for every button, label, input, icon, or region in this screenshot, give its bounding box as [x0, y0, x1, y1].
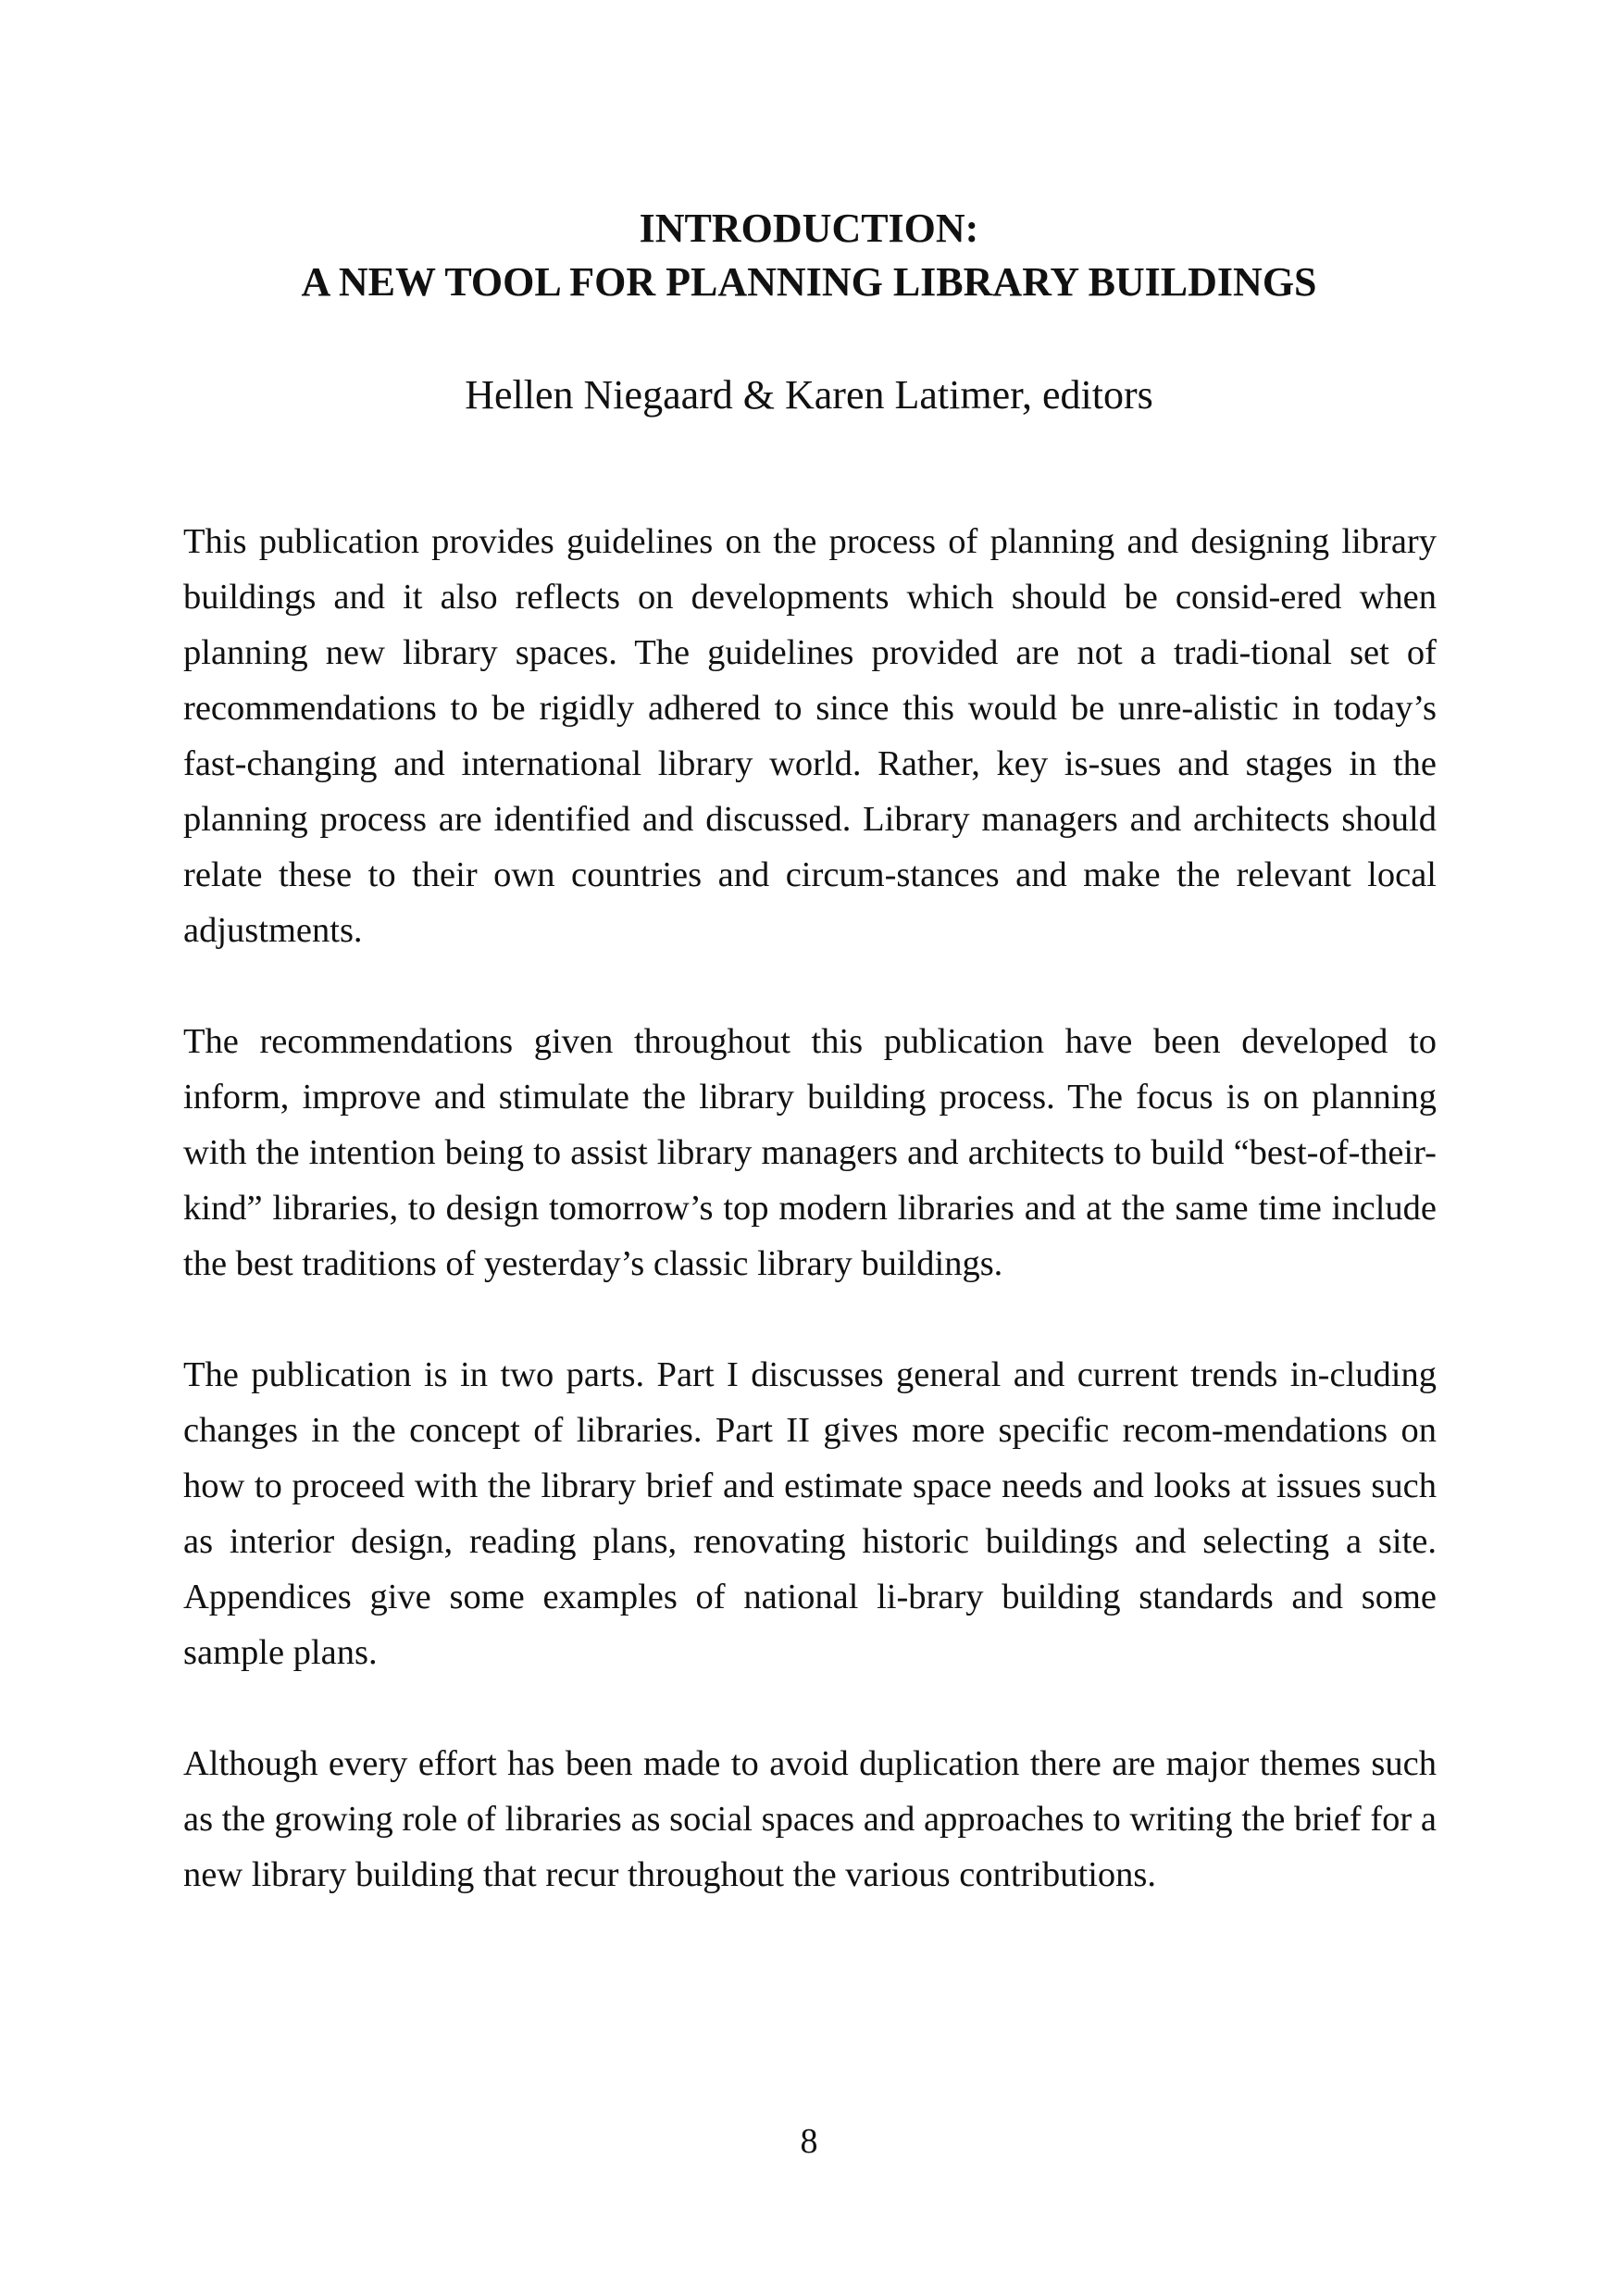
editors-byline: Hellen Niegaard & Karen Latimer, editors — [465, 372, 1153, 418]
paragraph-1: This publication provides guidelines on the process of planning and designing library buildings and it also reflects on developments which should be consid-ered when planning new library spaces. The guidelines provided are not a tradi-tional set of recommendations to be rigidly adhered to since this would be unre-alistic in today’s fast-changing and international library world. Rather, key is-sues and stages in the planning process are identified and discussed. Library managers and architects should relate these to their own countries and circum-stances and make the relevant local adjustments. — [183, 522, 1437, 950]
body-text — [183, 514, 1437, 1958]
paragraph-3: The publication is in two parts. Part I discusses general and current trends in-cluding changes in the concept of libraries. Part II gives more specific recom-mendations on how to proceed with the library brief and estimate space needs and looks at issues such as interior design, reading plans, renovating historic buildings and selecting a site. Appendices give some examples of national li-brary building standards and some sample plans. — [183, 1355, 1437, 1672]
paragraph-4: Although every effort has been made to avoid duplication there are major themes such as the growing role of libraries as social spaces and approaches to writing the brief for a new library building that recur throughout the various contributions. — [183, 1744, 1437, 1894]
chapter-title — [185, 202, 1433, 309]
chapter-title-line-2: A NEW TOOL FOR PLANNING LIBRARY BUILDINGS — [301, 259, 1317, 305]
page-number: 8 — [800, 2122, 818, 2161]
paragraph-2: The recommendations given throughout this publication have been developed to inform, improve and stimulate the library building process. The focus is on planning with the intention being to assist library managers and architects to build “best-of-their-kind” libraries, to design tomorrow’s top modern libraries and at the same time include the best traditions of yesterday’s classic library buildings. — [183, 1022, 1437, 1283]
chapter-title-line-1: INTRODUCTION: — [639, 206, 979, 251]
